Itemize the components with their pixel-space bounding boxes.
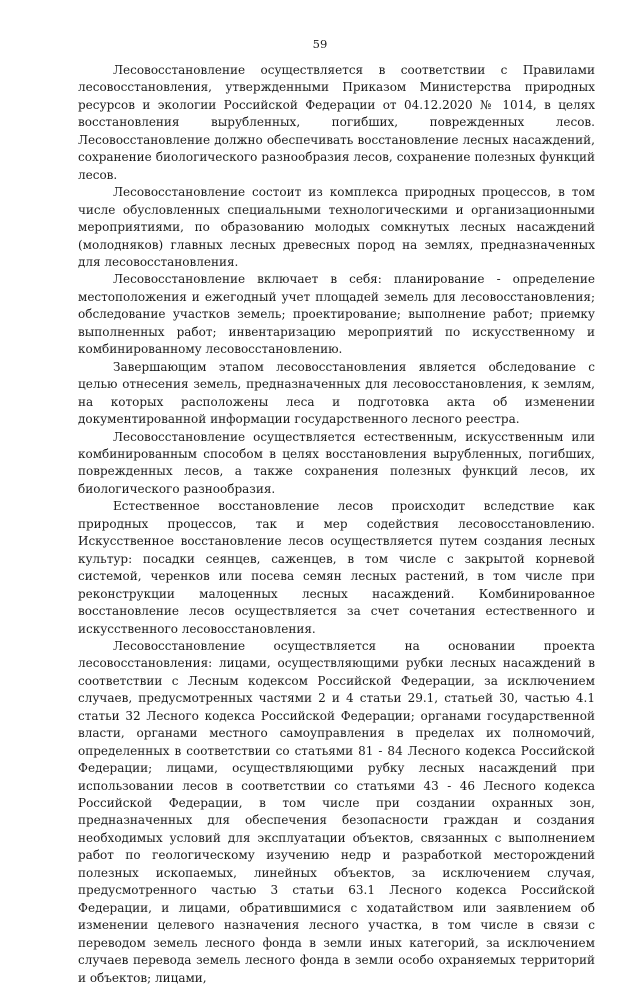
paragraph-final-stage: Завершающим этапом лесовосстановления является обследование с целью отнесения земель, предназначенных для лесовосстановления, к землям, на которых расположены леса и подготовка акта об изменении документированной информации государственного лесного реестра. — [78, 359, 595, 427]
document-body — [78, 62, 595, 987]
paragraph-reforestation-includes: Лесовосстановление включает в себя: планирование - определение местоположения и ежегодный учет площадей земель для лесовосстановления; обследование участков земель; проектирование; выполнение работ; приемку выполненных работ; инвентаризацию мероприятий по искусственному и комбинированному лесовосстановлению. — [78, 272, 595, 357]
paragraph-project-basis: Лесовосстановление осуществляется на основании проекта лесовосстановления: лицами, осуществляющими рубки лесных насаждений в соответствии с Лесным кодексом Российской Федерации, за исключением случаев, предусмотренных частями 2 и 4 статьи 29.1, статьей 30, частью 4.1 статьи 32 Лесного кодекса Российской Федерации; органами государственной власти, органами местного самоуправления в пределах их полномочий, определенных в соответствии со статьями 81 - 84 Лесного кодекса Российской Федерации; лицами, осуществляющими рубку лесных насаждений при использовании лесов в соответствии со статьями 43 - 46 Лесного кодекса Российской Федерации, в том числе при создании охранных зон, предназначенных для обеспечения безопасности граждан и создания необходимых условий для эксплуатации объектов, связанных с выполнением работ по геологическому изучению недр и разработкой месторождений полезных ископаемых, линейных объектов, за исключением случая, предусмотренного частью 3 статьи 63.1 Лесного кодекса Российской Федерации, и лицами, обратившимися с ходатайством или заявлением об изменении целевого назначения лесного участка, в том числе в связи с переводом земель лесного фонда в земли иных категорий, за исключением случаев перевода земель лесного фонда в земли особо охраняемых территорий и объектов; лицами, — [78, 638, 595, 985]
paragraph-reforestation-process: Лесовосстановление состоит из комплекса природных процессов, в том числе обусловленных специальными технологическими и организационными мероприятиями, по образованию молодых сомкнутых лесных насаждений (молодняков) главных лесных древесных пород на землях, предназначенных для лесовосстановления. — [78, 185, 595, 269]
paragraph-natural-artificial: Естественное восстановление лесов происходит вследствие как природных процессов, так и мер содействия лесовосстановлению. Искусственное восстановление лесов осуществляется путем создания лесных культур: посадки сеянцев, саженцев, в том числе с закрытой корневой системой, черенков или посева семян лесных растений, в том числе при реконструкции малоценных лесных насаждений. Комбинированное восстановление лесов осуществляется за счет сочетания естественного и искусственного лесовосстановления. — [78, 499, 595, 636]
paragraph-methods: Лесовосстановление осуществляется естественным, искусственным или комбинированным способом в целях восстановления вырубленных, погибших, поврежденных лесов, а также сохранения полезных функций лесов, их биологического разнообразия. — [78, 429, 595, 496]
page-number: 59 — [312, 37, 328, 51]
paragraph-reforestation-rules: Лесовосстановление осуществляется в соответствии с Правилами лесовосстановления, утвержденными Приказом Министерства природных ресурсов и экологии Российской Федерации от 04.12.2020 № 1014, в целях восстановления вырубленных, погибших, поврежденных лесов. Лесовосстановление должно обеспечивать восстановление лесных насаждений, сохранение биологического разнообразия лесов, сохранение полезных функций лесов. — [78, 63, 595, 182]
